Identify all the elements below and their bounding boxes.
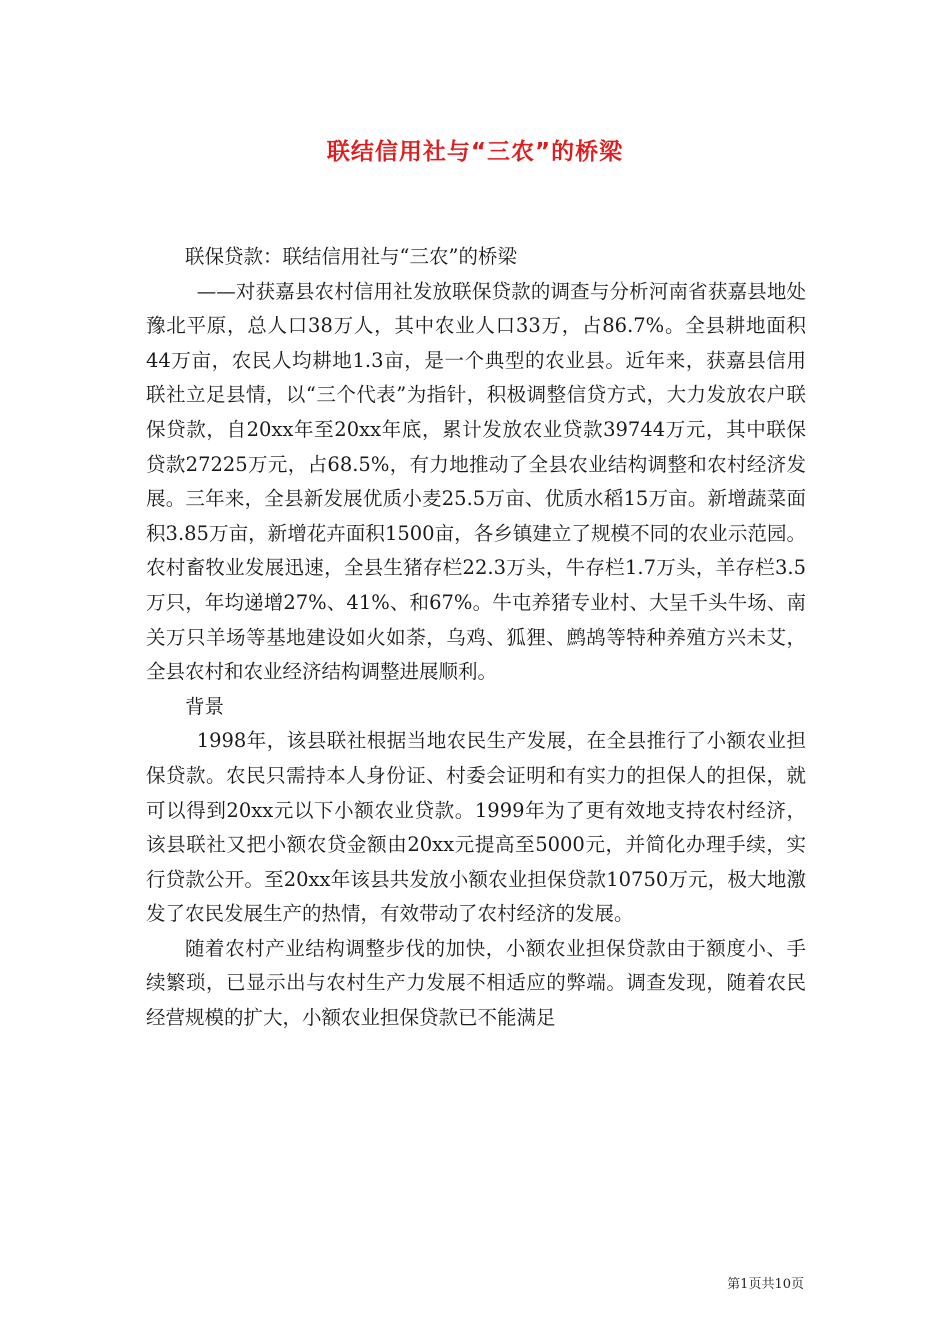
paragraph-intro: ——对获嘉县农村信用社发放联保贷款的调查与分析河南省获嘉县地处豫北平原，总人口38万人，其中农业人口33万，占86.7%。全县耕地面积44万亩，农民人均耕地1.3亩，是一个典型的农业县。近年来，获嘉县信用联社立足县情，以“三个代表”为指针，积极调整信贷方式，大力发放农户联保贷款，自20xx年至20xx年底，累计发放农业贷款39744万元，其中联保贷款27225万元，占68.5%，有力地推动了全县农业结构调整和农村经济发展。三年来，全县新发展优质小麦25.5万亩、优质水稻15万亩。新增蔬菜面积3.85万亩，新增花卉面积1500亩，各乡镇建立了规模不同的农业示范园。农村畜牧业发展迅速，全县生猪存栏22.3万头，牛存栏1.7万头，羊存栏3.5万只，年均递增27%、41%、和67%。牛屯养猪专业村、大呈千头牛场、南关万只羊场等基地建设如火如荼，乌鸡、狐狸、鹧鸪等特种养殖方兴未艾，全县农村和农业经济结构调整进展顺利。 (146, 279, 806, 684)
page-number: 第1页共10页 (727, 1277, 804, 1292)
paragraph-1998: 1998年，该县联社根据当地农民生产发展，在全县推行了小额农业担保贷款。农民只需持本人身份证、村委会证明和有实力的担保人的担保，就可以得到20xx元以下小额农业贷款。1999年为了更有效地支持农村经济，该县联社又把小额农贷金额由20xx元提高至5000元，并简化办理手续，实行贷款公开。至20xx年该县共发放小额农业担保贷款10750万元，极大地激发了农民发展生产的热情，有效带动了农村经济的发展。 (146, 729, 806, 926)
section-heading-background: 背景 (185, 694, 225, 718)
paragraph-adjustment: 随着农村产业结构调整步伐的加快，小额农业担保贷款由于额度小、手续繁琐，已显示出与农村生产力发展不相适应的弊端。调查发现，随着农民经营规模的扩大，小额农业担保贷款已不能满足 (146, 936, 806, 1030)
document-body (146, 240, 806, 1036)
subtitle: 联保贷款：联结信用社与“三农”的桥梁 (185, 245, 517, 268)
page-title: 联结信用社与“三农”的桥梁 (326, 139, 624, 165)
